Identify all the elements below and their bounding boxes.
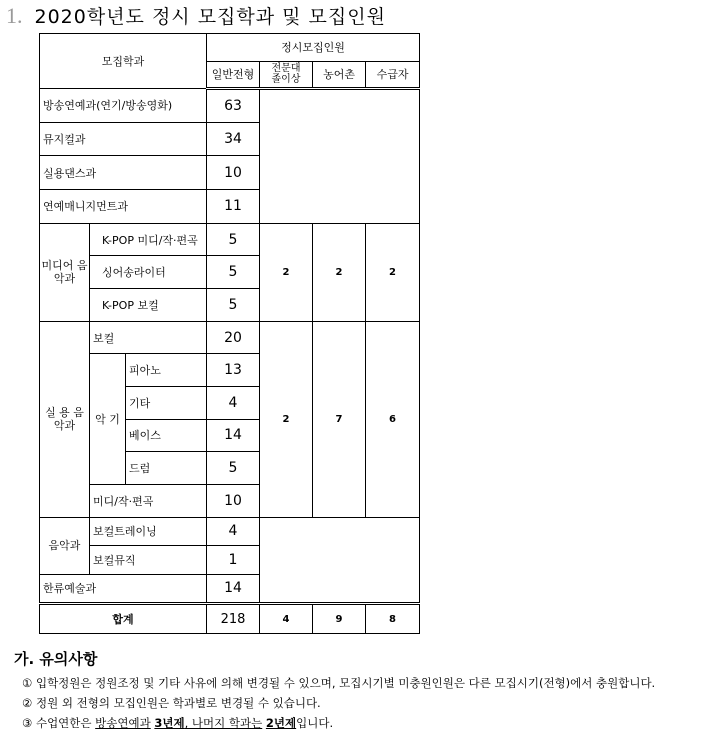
note-item: ② 정원 외 전형의 모집인원은 학과별로 변경될 수 있습니다. — [22, 696, 321, 710]
general-count: 14 — [207, 574, 260, 604]
general-count: 13 — [207, 354, 260, 387]
general-count: 4 — [207, 517, 260, 546]
general-count: 5 — [207, 223, 260, 256]
general-count: 20 — [207, 321, 260, 354]
dept-cell: K-POP 보컬 — [90, 289, 207, 322]
total-general: 218 — [207, 604, 260, 634]
dept-cell: 피아노 — [126, 354, 207, 387]
dept-cell: K-POP 미디/작·편곡 — [90, 223, 207, 256]
note-text: ③ 수업연한은 — [22, 716, 96, 730]
general-count: 1 — [207, 546, 260, 575]
note-item — [22, 715, 701, 731]
practical-rural: 7 — [313, 321, 366, 517]
group-instrument: 악 기 — [90, 354, 126, 485]
header-college: 전문대 졸이상 — [260, 61, 313, 89]
group-practical: 실 용 음악과 — [40, 321, 90, 517]
general-count: 34 — [207, 122, 260, 156]
dept-cell: 실용댄스과 — [40, 156, 207, 190]
practical-basic: 6 — [366, 321, 420, 517]
header-general: 일반전형 — [207, 61, 260, 89]
title-number: 1. — [6, 3, 23, 28]
title-text: 2020학년도 정시 모집학과 및 모집인원 — [34, 6, 386, 28]
dept-cell: 연예매니지먼트과 — [40, 190, 207, 224]
media-basic: 2 — [366, 223, 420, 321]
notes-section — [6, 648, 701, 735]
total-basic: 8 — [366, 604, 420, 634]
special-empty — [260, 517, 420, 604]
notes-heading: 가. 유의사항 — [14, 650, 98, 668]
general-count: 10 — [207, 156, 260, 190]
header-dept: 모집학과 — [40, 34, 207, 89]
dept-cell: 한류예술과 — [40, 574, 207, 604]
dept-cell: 미디/작·편곡 — [90, 484, 207, 517]
dept-cell: 드럼 — [126, 452, 207, 485]
note-emphasis: 2년제 — [265, 716, 297, 730]
group-media: 미디어 음악과 — [40, 223, 90, 321]
note-text: 방송연예과 — [95, 716, 151, 730]
general-count: 10 — [207, 484, 260, 517]
general-count: 5 — [207, 256, 260, 289]
dept-cell: 기타 — [126, 386, 207, 419]
page-title — [6, 2, 386, 28]
note-text: 입니다. — [296, 716, 334, 730]
dept-cell: 싱어송라이터 — [90, 256, 207, 289]
general-count: 11 — [207, 190, 260, 224]
header-group: 정시모집인원 — [207, 34, 420, 62]
total-college: 4 — [260, 604, 313, 634]
note-item: ① 입학정원은 정원조정 및 기타 사유에 의해 변경될 수 있으며, 모집시기별 미충원인원은 다른 모집시기(전형)에서 충원합니다. — [22, 676, 656, 690]
general-count: 63 — [207, 89, 260, 123]
media-college: 2 — [260, 223, 313, 321]
note-emphasis: 3년제 — [154, 716, 185, 730]
total-label: 합계 — [40, 604, 207, 634]
dept-cell: 뮤지컬과 — [40, 122, 207, 156]
dept-cell: 방송연예과(연기/방송영화) — [40, 89, 207, 123]
header-rural: 농어촌 — [313, 61, 366, 89]
dept-cell: 베이스 — [126, 419, 207, 452]
special-empty — [260, 89, 420, 224]
general-count: 14 — [207, 419, 260, 452]
general-count: 5 — [207, 452, 260, 485]
practical-college: 2 — [260, 321, 313, 517]
dept-cell: 보컬 — [90, 321, 207, 354]
general-count: 4 — [207, 386, 260, 419]
admission-quota-table — [39, 33, 420, 634]
header-basic: 수급자 — [366, 61, 420, 89]
total-rural: 9 — [313, 604, 366, 634]
media-rural: 2 — [313, 223, 366, 321]
dept-cell: 보컬트레이닝 — [90, 517, 207, 546]
note-text: , 나머지 학과는 — [184, 716, 263, 730]
dept-cell: 보컬뮤직 — [90, 546, 207, 575]
general-count: 5 — [207, 289, 260, 322]
group-music: 음악과 — [40, 517, 90, 574]
